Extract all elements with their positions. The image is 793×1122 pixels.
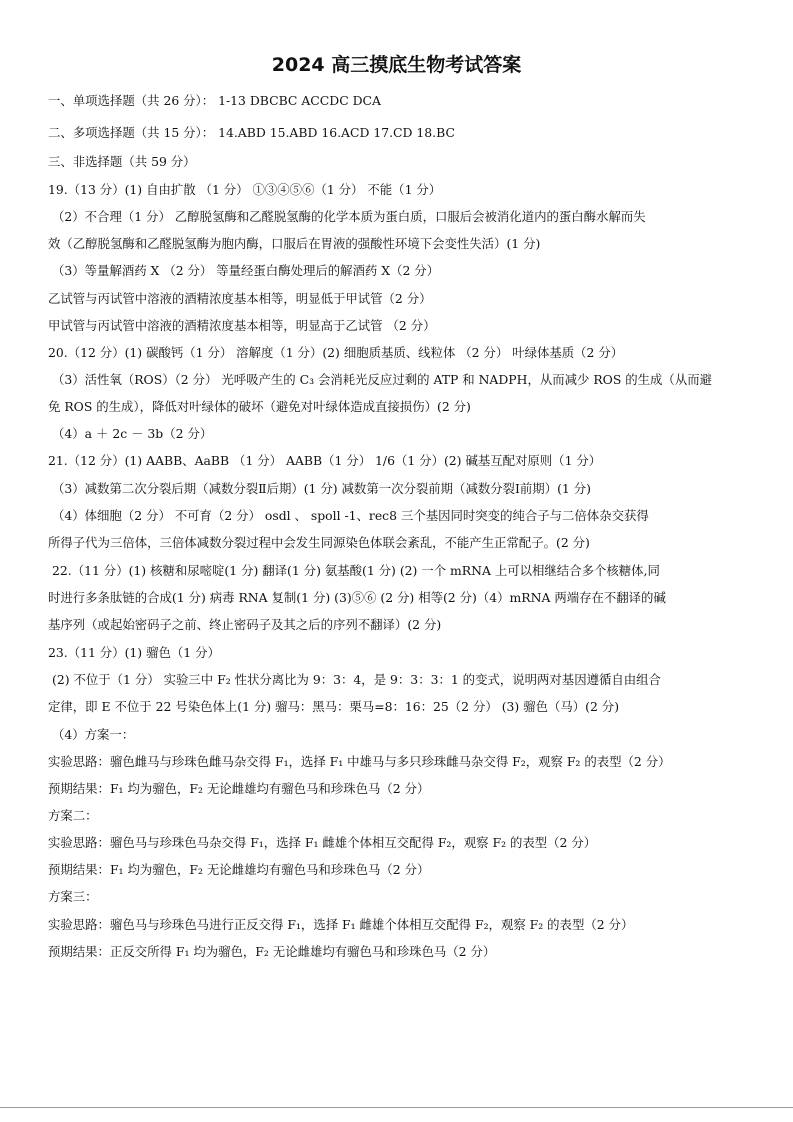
text-line: 一、单项选择题（共 26 分）： 1-13 DBCBC ACCDC DCA bbox=[48, 93, 381, 108]
text-line: 三、非选择题（共 59 分） bbox=[48, 154, 196, 169]
text-line: 19.（13 分）(1) 自由扩散 （1 分） ①③④⑤⑥（1 分） 不能（1 分） bbox=[48, 182, 442, 197]
text-line: 20.（12 分）(1) 碳酸钙（1 分） 溶解度（1 分）(2) 细胞质基质、线粒体 （2 分） 叶绿体基质（2 分） bbox=[48, 345, 624, 360]
text-line: 预期结果：正反交所得 F₁ 均为骝色，F₂ 无论雌雄均有骝色马和珍珠色马（2 分） bbox=[48, 944, 496, 959]
text-line: 免 ROS 的生成），降低对叶绿体的破坏（避免对叶绿体造成直接损伤）(2 分) bbox=[48, 399, 471, 414]
text-line: 基序列（或起始密码子之前、终止密码子及其之后的序列不翻译）(2 分) bbox=[48, 617, 442, 632]
text-line: 预期结果：F₁ 均为骝色，F₂ 无论雌雄均有骝色马和珍珠色马（2 分） bbox=[48, 862, 430, 877]
text-line: 方案三： bbox=[48, 889, 98, 904]
page-bottom-rule bbox=[0, 1107, 793, 1108]
text-line: 22.（11 分）(1) 核糖和尿嘧啶(1 分) 翻译(1 分) 氨基酸(1 分) (2) 一个 mRNA 上可以相继结合多个核糖体,同 bbox=[52, 563, 660, 578]
text-line: 乙试管与丙试管中溶液的酒精浓度基本相等，明显低于甲试管（2 分） bbox=[48, 291, 432, 306]
text-line: 效（乙醇脱氢酶和乙醛脱氢酶为胞内酶，口服后在胃液的强酸性环境下会变性失活）(1 分) bbox=[48, 236, 541, 251]
page-title: 2024 高三摸底生物考试答案 bbox=[271, 54, 522, 76]
text-line: （4）方案一： bbox=[52, 727, 135, 742]
text-line: 23.（11 分）(1) 骝色（1 分） bbox=[48, 645, 220, 660]
text-line: 预期结果：F₁ 均为骝色，F₂ 无论雌雄均有骝色马和珍珠色马（2 分） bbox=[48, 781, 430, 796]
text-line: 实验思路：骝色雌马与珍珠色雌马杂交得 F₁，选择 F₁ 中雄马与多只珍珠雌马杂交得 F₂，观察 F₂ 的表型（2 分） bbox=[48, 754, 671, 769]
text-line: 时进行多条肽链的合成(1 分) 病毒 RNA 复制(1 分) (3)⑤⑥ (2 分) 相等(2 分)（4）mRNA 两端存在不翻译的碱 bbox=[48, 590, 666, 605]
text-line: （3）减数第二次分裂后期（减数分裂Ⅱ后期）(1 分) 减数第一次分裂前期（减数分裂Ⅰ前期）(1 分) bbox=[52, 481, 591, 496]
text-line: （4）a ＋ 2c － 3b（2 分） bbox=[52, 426, 213, 441]
text-line: （3）等量解酒药 X （2 分） 等量经蛋白酶处理后的解酒药 X（2 分） bbox=[52, 263, 440, 278]
text-line: 方案二： bbox=[48, 808, 98, 823]
text-line: 21.（12 分）(1) AABB、AaBB （1 分） AABB（1 分） 1/6（1 分）(2) 碱基互配对原则（1 分） bbox=[48, 453, 602, 468]
text-line: (2) 不位于（1 分） 实验三中 F₂ 性状分离比为 9：3：4，是 9：3：3：1 的变式，说明两对基因遵循自由组合 bbox=[52, 672, 661, 687]
text-line: （3）活性氧（ROS）（2 分） 光呼吸产生的 C₃ 会消耗光反应过剩的 ATP 和 NADPH，从而减少 ROS 的生成（从而避 bbox=[52, 372, 712, 387]
text-line: 甲试管与丙试管中溶液的酒精浓度基本相等，明显高于乙试管 （2 分） bbox=[48, 318, 436, 333]
text-line: 实验思路：骝色马与珍珠色马进行正反交得 F₁，选择 F₁ 雌雄个体相互交配得 F₂，观察 F₂ 的表型（2 分） bbox=[48, 917, 634, 932]
text-line: 实验思路：骝色马与珍珠色马杂交得 F₁，选择 F₁ 雌雄个体相互交配得 F₂，观察 F₂ 的表型（2 分） bbox=[48, 835, 597, 850]
text-line: 所得子代为三倍体，三倍体减数分裂过程中会发生同源染色体联会紊乱，不能产生正常配子。(2 分) bbox=[48, 535, 590, 550]
text-line: （2）不合理（1 分） 乙醇脱氢酶和乙醛脱氢酶的化学本质为蛋白质，口服后会被消化道内的蛋白酶水解而失 bbox=[52, 209, 646, 224]
text-line: （4）体细胞（2 分） 不可育（2 分） osdl 、 spoll -1、rec8 三个基因同时突变的纯合子与二倍体杂交获得 bbox=[52, 508, 649, 523]
text-line: 定律，即 E 不位于 22 号染色体上(1 分) 骝马：黑马：栗马=8：16：25（2 分） (3) 骝色（马）(2 分) bbox=[48, 699, 620, 714]
text-line: 二、多项选择题（共 15 分）： 14.ABD 15.ABD 16.ACD 17.CD 18.BC bbox=[48, 125, 455, 140]
